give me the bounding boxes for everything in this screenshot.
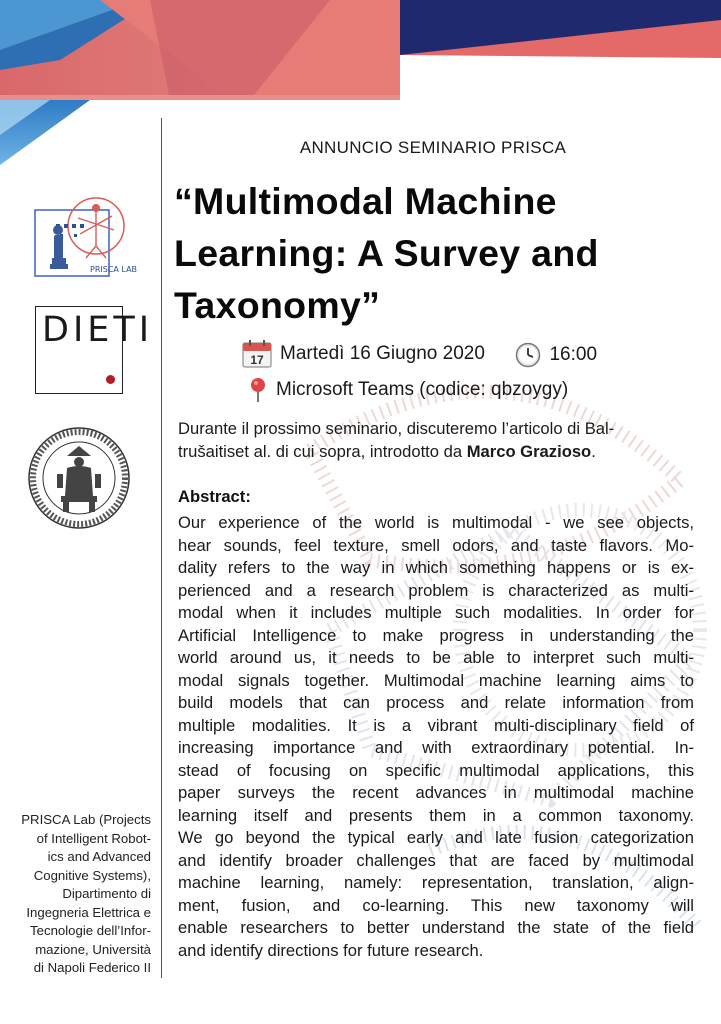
seminar-title-line: “Multimodal Machine — [174, 180, 557, 222]
affiliation-line: PRISCA Lab (Projects — [21, 812, 151, 827]
university-seal-logo — [27, 426, 131, 530]
event-time-text: 16:00 — [549, 344, 598, 365]
abstract-body — [178, 512, 694, 962]
intro-line-end: . — [591, 441, 596, 461]
abstract-line: dality refers to the way in which something happens or is ex- — [178, 558, 694, 577]
abstract-line: stead of focusing on specific multimodal applications, this — [178, 760, 694, 780]
intro-line-text: trušaitiset al. di cui sopra, introdotto da — [178, 441, 467, 461]
affiliation-line: ics and Advanced — [47, 849, 151, 864]
seminar-title-line: Learning: A Survey and — [174, 232, 599, 274]
announcement-overline: ANNUNCIO SEMINARIO PRISCA — [299, 138, 567, 157]
abstract-line: and identify broader challenges that are faced by multimodal — [178, 850, 694, 870]
affiliation-line: Tecnologie dell’Infor- — [30, 923, 151, 938]
abstract-line: and identify directions for future research. — [178, 940, 484, 960]
abstract-line: paper surveys the recent advances in multimodal machine — [178, 783, 694, 802]
abstract-line: increasing importance and with extraordinary potential. In- — [178, 738, 694, 757]
speaker-name: Marco Grazioso — [466, 441, 592, 461]
affiliation-line: di Napoli Federico II — [33, 960, 151, 975]
affiliation-line: mazione, Università — [35, 941, 151, 957]
divider-line — [161, 118, 162, 978]
affiliation-line: of Intelligent Robot- — [36, 830, 151, 846]
affiliation-text — [4, 811, 151, 978]
abstract-line: perienced and a research problem is characterized as multi- — [178, 580, 694, 600]
calendar-icon — [242, 340, 272, 368]
event-date — [242, 340, 485, 368]
location-pin-icon — [248, 377, 268, 403]
abstract-line: We go beyond the typical early and late fusion categorization — [178, 828, 694, 847]
seminar-title-line: Taxonomy” — [174, 284, 381, 326]
abstract-line: ment, fusion, and co-learning. This new taxonomy will — [178, 895, 694, 915]
abstract-line: multiple modalities. It is a vibrant multi-disciplinary field of — [178, 715, 694, 735]
dieti-logo — [35, 306, 154, 394]
abstract-line: modal signals together. Multimodal machine learning aims to — [178, 670, 694, 690]
abstract-line: machine learning, namely: representation, translation, align- — [178, 873, 694, 892]
abstract-line: Our experience of the world is multimodal - we see objects, — [178, 513, 694, 532]
affiliation-line: Cognitive Systems), — [33, 867, 151, 883]
intro-paragraph — [178, 418, 694, 463]
prisca-lab-logo — [30, 186, 138, 280]
abstract-line: build models that can process and relate information from — [178, 693, 694, 712]
prisca-logo-mark: PRISCA LAB — [90, 265, 138, 274]
dieti-logo-text: DIETI — [42, 310, 154, 350]
abstract-line: learning itself and presents them in a common taxonomy. — [178, 805, 694, 825]
event-time — [515, 342, 597, 368]
affiliation-line: Ingegneria Elettrica e — [26, 904, 151, 920]
abstract-line: enable researchers to better understand the state of the field — [178, 918, 694, 937]
clock-icon — [515, 342, 541, 368]
abstract-line: hear sounds, feel texture, smell odors, and taste flavors. Mo- — [178, 535, 694, 555]
seminar-title — [174, 175, 704, 331]
event-datetime-row — [242, 340, 597, 374]
intro-line: Durante il prossimo seminario, discuteremo l’articolo di Bal- — [178, 419, 615, 438]
abstract-heading: Abstract: — [178, 487, 251, 506]
event-location-row — [248, 377, 568, 409]
intro-line — [178, 441, 694, 464]
event-location — [248, 377, 568, 403]
event-location-text: Microsoft Teams (codice: qbzoygy) — [276, 379, 569, 400]
abstract-line: world around us, it needs to be able to interpret such multi- — [178, 648, 694, 667]
affiliation-line: Dipartimento di — [62, 886, 151, 901]
calendar-icon-day: 17 — [250, 353, 264, 367]
event-date-text: Martedì 16 Giugno 2020 — [280, 343, 485, 364]
abstract-line: Artificial Intelligence to make progress in understanding the — [178, 625, 694, 645]
dieti-logo-dot — [106, 375, 115, 384]
abstract-line: modal when it includes multiple such modalities. In order for — [178, 603, 694, 622]
